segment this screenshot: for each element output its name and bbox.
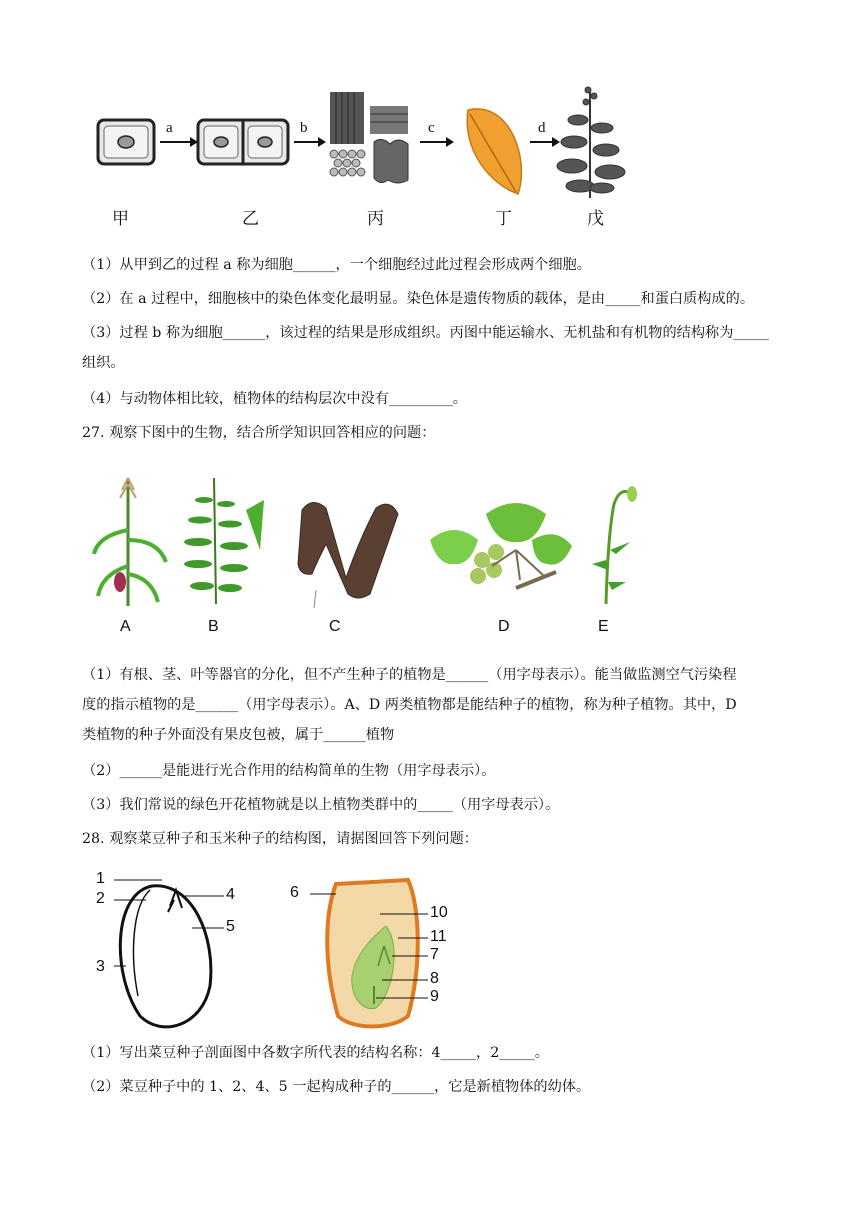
plant-wu-image bbox=[557, 87, 625, 198]
bean-label-2: 2 bbox=[96, 890, 105, 907]
corn-label-11: 11 bbox=[430, 928, 447, 945]
plant-a-corn-image bbox=[94, 478, 166, 606]
bean-label-4: 4 bbox=[226, 886, 235, 903]
q27-part1-line1: （1）有根、茎、叶等器官的分化，但不产生种子的植物是______（用字母表示）。能当做监测空气污染程 bbox=[82, 667, 737, 683]
corn-label-8: 8 bbox=[430, 970, 439, 987]
q27-part3: （3）我们常说的绿色开花植物就是以上植物类群中的_____（用字母表示）。 bbox=[82, 797, 560, 813]
arrow-c-label: c bbox=[428, 120, 435, 136]
leaf-ding-image bbox=[467, 109, 521, 194]
plant-d-ginkgo-image bbox=[430, 503, 572, 588]
q27-part2: （2）______是能进行光合作用的结构简单的生物（用字母表示）。 bbox=[82, 763, 496, 779]
q26-part3-line1: （3）过程 b 称为细胞______，该过程的结果是形成组织。丙图中能运输水、无机盐和有机物的结构称为_____ bbox=[82, 325, 769, 341]
plants-figure bbox=[86, 470, 666, 640]
cell-yi-image bbox=[198, 120, 288, 164]
q28-part2: （2）菜豆种子中的 1、2、4、5 一起构成种子的______，它是新植物体的幼体。 bbox=[82, 1079, 591, 1095]
corn-label-9: 9 bbox=[430, 988, 439, 1005]
corn-seed-image bbox=[327, 880, 418, 1027]
bean-label-3: 3 bbox=[96, 958, 105, 975]
label-yi: 乙 bbox=[242, 209, 259, 229]
plants-diagram bbox=[86, 470, 666, 615]
label-e: E bbox=[598, 618, 609, 635]
label-ding: 丁 bbox=[495, 209, 512, 229]
arrow-d-label: d bbox=[538, 120, 546, 136]
cell-jia-image bbox=[98, 120, 154, 164]
corn-label-6: 6 bbox=[290, 884, 299, 901]
arrow-b-label: b bbox=[300, 120, 308, 136]
cell-to-plant-figure bbox=[90, 80, 650, 230]
q28-part1: （1）写出菜豆种子剖面图中各数字所代表的结构名称：4_____，2_____。 bbox=[82, 1045, 549, 1061]
seed-figure bbox=[92, 866, 472, 1036]
label-bing: 丙 bbox=[367, 209, 384, 229]
label-d: D bbox=[498, 618, 510, 635]
q27-part1-line3: 类植物的种子外面没有果皮包被，属于______植物 bbox=[82, 727, 395, 743]
q27-part1-line2: 度的指示植物的是______（用字母表示）。A、D 两类植物都是能结种子的植物，称为种子植物。其中，D bbox=[82, 697, 737, 713]
q26-part4: （4）与动物体相比较，植物体的结构层次中没有_________。 bbox=[82, 391, 467, 407]
q28-title: 28. 观察菜豆种子和玉米种子的结构图，请据图回答下列问题： bbox=[82, 831, 478, 847]
label-jia: 甲 bbox=[112, 209, 129, 229]
q26-part3-line2: 组织。 bbox=[82, 355, 125, 371]
bean-label-1: 1 bbox=[96, 870, 105, 887]
plant-c-seaweed-image bbox=[298, 502, 398, 608]
plant-b-fern-image bbox=[184, 478, 264, 604]
q26-part1: （1）从甲到乙的过程 a 称为细胞______，一个细胞经过此过程会形成两个细胞。 bbox=[82, 257, 591, 273]
bean-label-5: 5 bbox=[226, 918, 235, 935]
corn-label-7: 7 bbox=[430, 946, 439, 963]
label-c: C bbox=[329, 618, 341, 635]
q27-title: 27. 观察下图中的生物，结合所学知识回答相应的问题： bbox=[82, 425, 436, 441]
label-wu: 戊 bbox=[587, 209, 604, 229]
arrow-a-label: a bbox=[166, 120, 173, 136]
label-b: B bbox=[208, 618, 219, 635]
corn-label-10: 10 bbox=[430, 904, 448, 921]
plant-e-moss-image bbox=[592, 486, 637, 604]
q26-part2: （2）在 a 过程中，细胞核中的染色体变化最明显。染色体是遗传物质的载体，是由_____和蛋白质构成的。 bbox=[82, 291, 755, 307]
label-a: A bbox=[120, 618, 131, 635]
seed-diagram bbox=[92, 866, 472, 1036]
tissue-bing-image bbox=[330, 92, 408, 183]
bean-seed-image bbox=[120, 886, 211, 1027]
